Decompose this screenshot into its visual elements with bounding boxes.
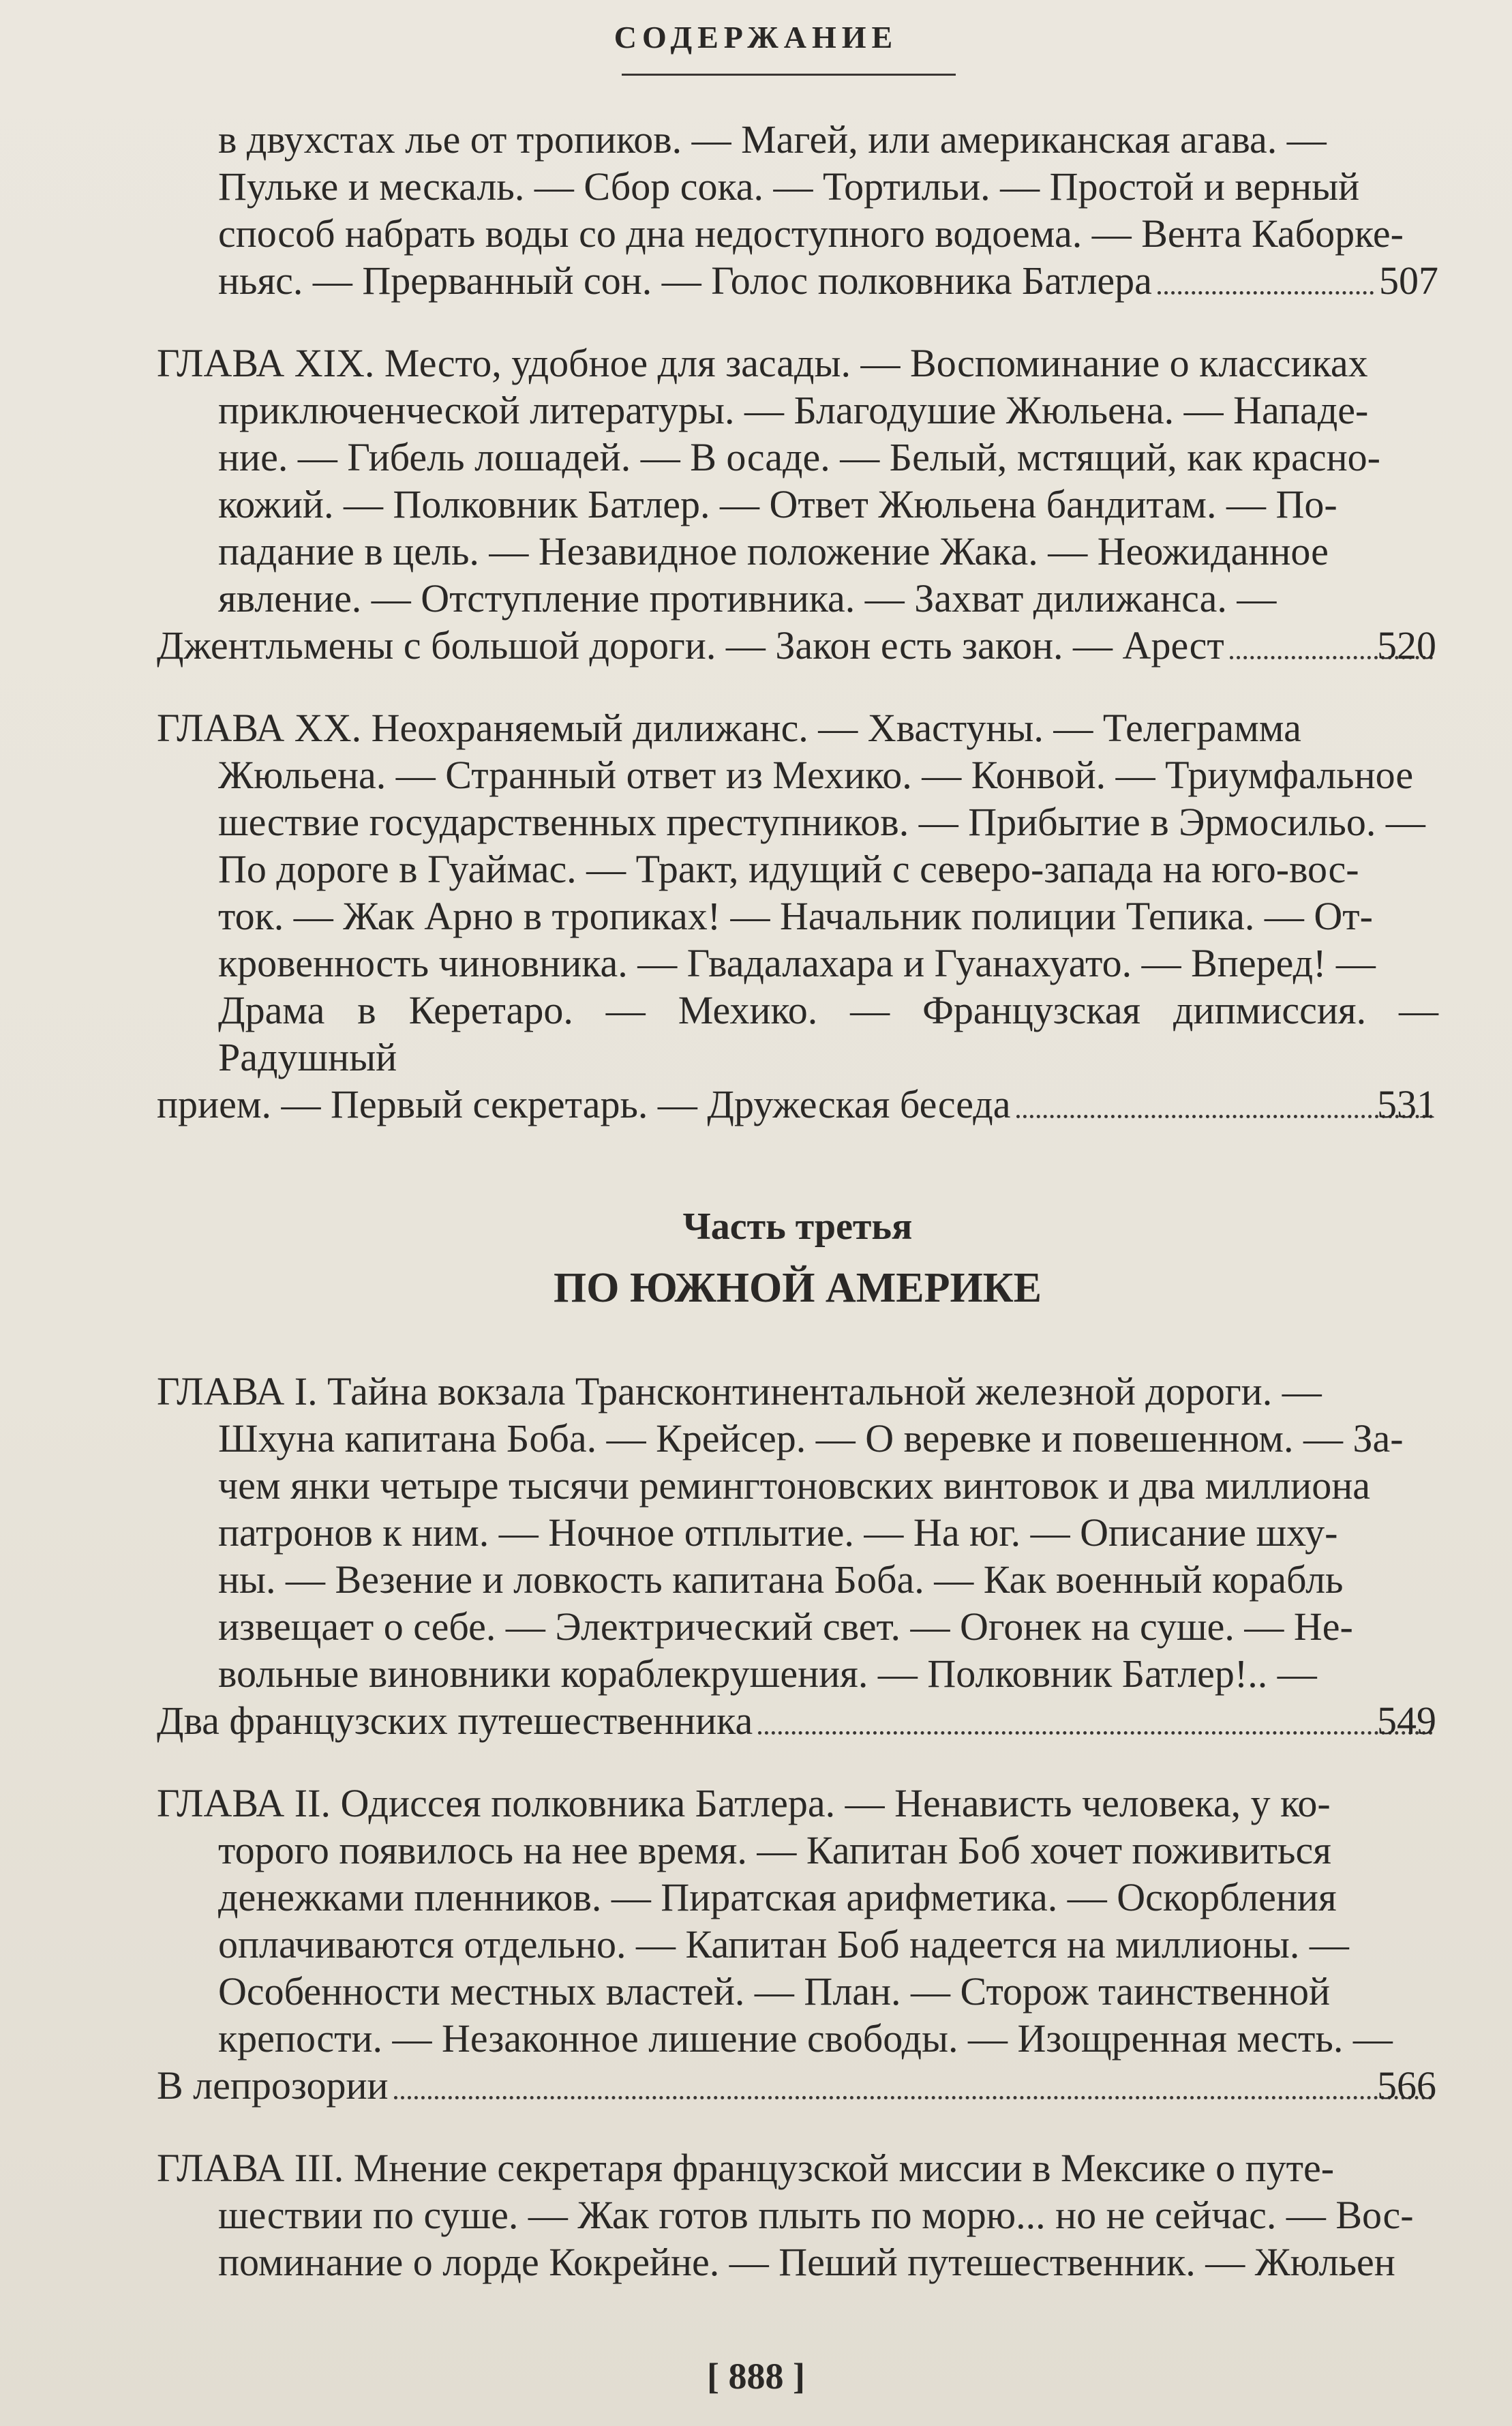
toc-entry-line: явление. — Отступление противника. — Захват дилижанса. —: [218, 576, 1277, 620]
toc-entry-last-line: В лепрозории 566: [157, 2063, 1436, 2108]
toc-entry-line: вольные виновники кораблекрушения. — Полковник Батлер!.. —: [218, 1651, 1317, 1696]
toc-entry-line: Особенности местных властей. — План. — Сторож таинственной: [218, 1969, 1331, 2013]
toc-entry-line: Шхуна капитана Боба. — Крейсер. — О веревке и повешенном. — За-: [218, 1416, 1404, 1461]
dot-leader: [1158, 291, 1374, 295]
toc-entry-line: способ набрать воды со дна недоступного водоема. — Вента Каборке-: [218, 211, 1404, 256]
toc-entry-line: ГЛАВА I. Тайна вокзала Трансконтинентальной железной дороги. —: [157, 1369, 1322, 1413]
toc-entry-line: кожий. — Полковник Батлер. — Ответ Жюльена бандитам. — По-: [218, 482, 1337, 526]
toc-entry-line: ГЛАВА II. Одиссея полковника Батлера. — Ненависть человека, у ко-: [157, 1781, 1331, 1825]
toc-page-number: 507: [1379, 258, 1438, 303]
part-title: Часть третья: [682, 1205, 913, 1248]
toc-entry-text: Два французских путешественника: [157, 1698, 753, 1743]
toc-entry-line: ГЛАВА III. Мнение секретаря французской миссии в Мексике о путе-: [157, 2146, 1335, 2190]
dot-leader: [758, 1731, 1433, 1735]
toc-entry-text: ньяс. — Прерванный сон. — Голос полковника Батлера: [218, 258, 1152, 303]
toc-entry-line: Драма в Керетаро. — Мехико. — Французская дипмиссия. — Радушный: [218, 988, 1438, 1079]
toc-entry-last-line: Два французских путешественника 549: [157, 1698, 1436, 1743]
dot-leader: [394, 2096, 1433, 2099]
toc-entry-line: в двухстах лье от тропиков. — Магей, или американская агава. —: [218, 117, 1327, 162]
toc-entry: [157, 340, 1438, 669]
toc-entry-last-line: прием. — Первый секретарь. — Дружеская беседа 531: [157, 1082, 1436, 1126]
toc-entries-bottom: [157, 1368, 1438, 2286]
toc-entry-line: поминание о лорде Кокрейне. — Пеший путешественник. — Жюльен: [218, 2240, 1395, 2284]
part-subtitle: ПО ЮЖНОЙ АМЕРИКЕ: [554, 1265, 1042, 1311]
page-number: [ 888 ]: [707, 2356, 805, 2397]
toc-entry-line: извещает о себе. — Электрический свет. — Огонек на суше. — Не-: [218, 1604, 1353, 1649]
toc-entry-line: чем янки четыре тысячи ремингтоновских винтовок и два миллиона: [218, 1463, 1370, 1508]
toc-entry-last-line: [218, 257, 1438, 304]
toc-entry-line: ние. — Гибель лошадей. — В осаде. — Белый, мстящий, как красно-: [218, 435, 1380, 479]
header-rule: [622, 74, 956, 76]
toc-entry-line: падание в цель. — Незавидное положение Жака. — Неожиданное: [218, 529, 1329, 573]
toc-entry-line: кровенность чиновника. — Гвадалахара и Гуанахуато. — Вперед! —: [218, 941, 1376, 985]
toc-entry-line: ток. — Жак Арно в тропиках! — Начальник полиции Тепика. — От-: [218, 894, 1373, 938]
toc-entry: [157, 704, 1438, 1128]
toc-entry-text: Джентльмены с большой дороги. — Закон есть закон. — Арест: [157, 623, 1224, 668]
toc-entry-line: денежками пленников. — Пиратская арифметика. — Оскорбления: [218, 1875, 1337, 1919]
toc-entry-last-line: Джентльмены с большой дороги. — Закон есть закон. — Арест 520: [157, 623, 1436, 668]
toc-entry-line: крепости. — Незаконное лишение свободы. — Изощренная месть. —: [218, 2016, 1393, 2061]
toc-entry: [157, 116, 1438, 304]
toc-entry-line: оплачиваются отдельно. — Капитан Боб надеется на миллионы. —: [218, 1922, 1349, 1966]
toc-entry-line: ны. — Везение и ловкость капитана Боба. — Как военный корабль: [218, 1557, 1344, 1602]
toc-entry-line: приключенческой литературы. — Благодушие Жюльена. — Нападе-: [218, 388, 1369, 432]
toc-entry-line: ГЛАВА XX. Неохраняемый дилижанс. — Хвастуны. — Телеграмма: [157, 706, 1301, 750]
toc-entry: [157, 2144, 1438, 2286]
dot-leader: [1016, 1115, 1433, 1118]
toc-entry: [157, 1368, 1438, 1744]
toc-entry-line: ГЛАВА XIX. Место, удобное для засады. — Воспоминание о классиках: [157, 341, 1368, 385]
toc-entry-line: По дороге в Гуаймас. — Тракт, идущий с северо-запада на юго-вос-: [218, 847, 1359, 891]
toc-entry: [157, 1780, 1438, 2109]
toc-entry-line: Жюльена. — Странный ответ из Мехико. — Конвой. — Триумфальное: [218, 753, 1414, 797]
table-of-contents: [157, 116, 1438, 2321]
toc-entry-line: шествии по суше. — Жак готов плыть по морю... но не сейчас. — Вос-: [218, 2193, 1414, 2237]
toc-entry-text: В лепрозории: [157, 2063, 389, 2108]
toc-entry-line: патронов к ним. — Ночное отплытие. — На юг. — Описание шху-: [218, 1510, 1338, 1555]
toc-entries-top: [157, 116, 1438, 1128]
toc-entry-text: прием. — Первый секретарь. — Дружеская беседа: [157, 1082, 1011, 1126]
running-head: СОДЕРЖАНИЕ: [614, 20, 898, 55]
toc-entry-line: шествие государственных преступников. — Прибытие в Эрмосильо. —: [218, 800, 1425, 844]
toc-entry-line: торого появилось на нее время. — Капитан Боб хочет поживиться: [218, 1828, 1331, 1872]
toc-entry-line: Пульке и мескаль. — Сбор сока. — Тортильи. — Простой и верный: [218, 164, 1360, 209]
